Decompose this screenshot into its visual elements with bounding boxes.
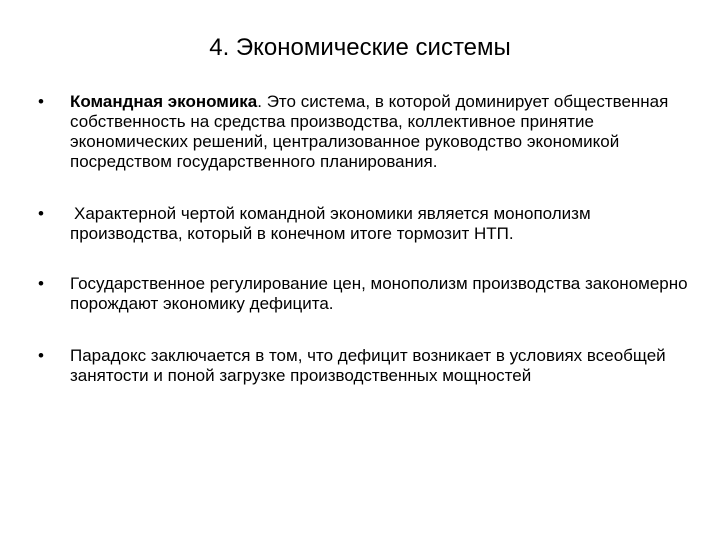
- slide-title: 4. Экономические системы: [209, 34, 511, 61]
- bullet-text: Государственное регулирование цен, монополизм производства закономерно порождают экономику дефицита.: [70, 274, 688, 313]
- bullet-term: Командная экономика: [70, 92, 258, 111]
- bullet-item-paradox: [38, 346, 688, 386]
- bullet-dot-icon: •: [38, 204, 44, 223]
- bullet-dot-icon: •: [38, 92, 44, 111]
- bullet-definition: . Это система, в которой доминирует общественная собственность на средства производства, коллективное принятие экономических решений, централизованное руководство экономикой посредством государственного планирования.: [70, 92, 669, 171]
- bullet-text: [70, 92, 688, 172]
- bullet-item-monopolism: [38, 204, 688, 244]
- bullet-text: Характерной чертой командной экономики является монополизм производства, который в конечном итоге тормозит НТП.: [70, 204, 591, 243]
- bullet-dot-icon: •: [38, 346, 44, 365]
- bullet-item-command-economy: [38, 92, 688, 172]
- bullet-list: [38, 92, 688, 386]
- bullet-text: Парадокс заключается в том, что дефицит возникает в условиях всеобщей занятости и поной загрузке производственных мощностей: [70, 346, 666, 385]
- bullet-dot-icon: •: [38, 274, 44, 293]
- bullet-item-price-regulation: [38, 274, 688, 314]
